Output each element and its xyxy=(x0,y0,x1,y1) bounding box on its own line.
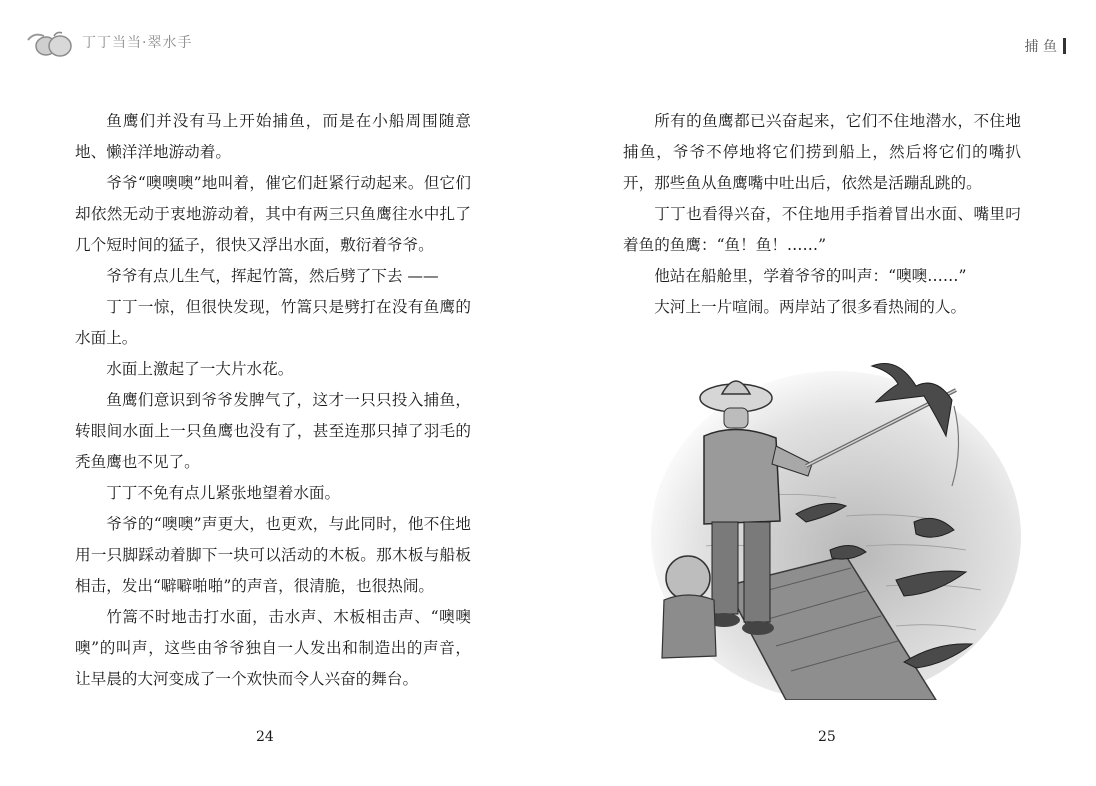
right-page-text xyxy=(623,106,1021,323)
paragraph: 丁丁一惊，但很快发现，竹篙只是劈打在没有鱼鹰的水面上。 xyxy=(75,298,471,347)
child-figure xyxy=(662,556,716,658)
header-bar-icon xyxy=(1063,38,1066,54)
paragraph: 他站在船舱里，学着爷爷的叫声：“噢噢……” xyxy=(654,267,967,285)
fishing-illustration xyxy=(636,346,1022,700)
page-number-left: 24 xyxy=(256,729,274,745)
paragraph: 丁丁也看得兴奋，不住地用手指着冒出水面、嘴里叼着鱼的鱼鹰：“鱼！鱼！……” xyxy=(623,205,1021,254)
paragraph: 爷爷“噢噢噢”地叫着，催它们赶紧行动起来。但它们却依然无动于衷地游动着，其中有两三只鱼鹰往水中扎了几个短时间的猛子，很快又浮出水面，敷衍着爷爷。 xyxy=(75,174,471,254)
paragraph: 大河上一片喧闹。两岸站了很多看热闹的人。 xyxy=(654,298,967,316)
paragraph: 爷爷的“噢噢”声更大，也更欢，与此同时，他不住地用一只脚踩动着脚下一块可以活动的木板。那木板与船板相击，发出“噼噼啪啪”的声音，很清脆，也很热闹。 xyxy=(75,515,471,595)
running-header-left xyxy=(24,28,192,60)
chapter-label: 捕 鱼 xyxy=(1024,39,1057,55)
paragraph: 水面上激起了一大片水花。 xyxy=(106,360,294,378)
paragraph: 所有的鱼鹰都已兴奋起来，它们不住地潜水，不住地捕鱼，爷爷不停地将它们捞到船上，然后将它们的嘴扒开，那些鱼从鱼鹰嘴中吐出后，依然是活蹦乱跳的。 xyxy=(623,112,1021,192)
gourd-logo-icon xyxy=(24,28,76,60)
paragraph: 丁丁不免有点儿紧张地望着水面。 xyxy=(106,484,341,502)
paragraph: 爷爷有点儿生气，挥起竹篙，然后劈了下去 —— xyxy=(106,267,439,285)
paragraph: 鱼鹰们意识到爷爷发脾气了，这才一只只投入捕鱼，转眼间水面上一只鱼鹰也没有了，甚至连那只掉了羽毛的秃鱼鹰也不见了。 xyxy=(75,391,471,471)
paragraph: 竹篙不时地击打水面，击水声、木板相击声、“噢噢噢”的叫声，这些由爷爷独自一人发出和制造出的声音，让早晨的大河变成了一个欢快而令人兴奋的舞台。 xyxy=(75,608,471,688)
paragraph: 鱼鹰们并没有马上开始捕鱼，而是在小船周围随意地、懒洋洋地游动着。 xyxy=(75,112,471,161)
series-title: 丁丁当当·翠水手 xyxy=(82,35,193,51)
page-number-right: 25 xyxy=(818,729,836,745)
running-header-right xyxy=(1025,36,1066,56)
left-page-text xyxy=(75,106,471,695)
